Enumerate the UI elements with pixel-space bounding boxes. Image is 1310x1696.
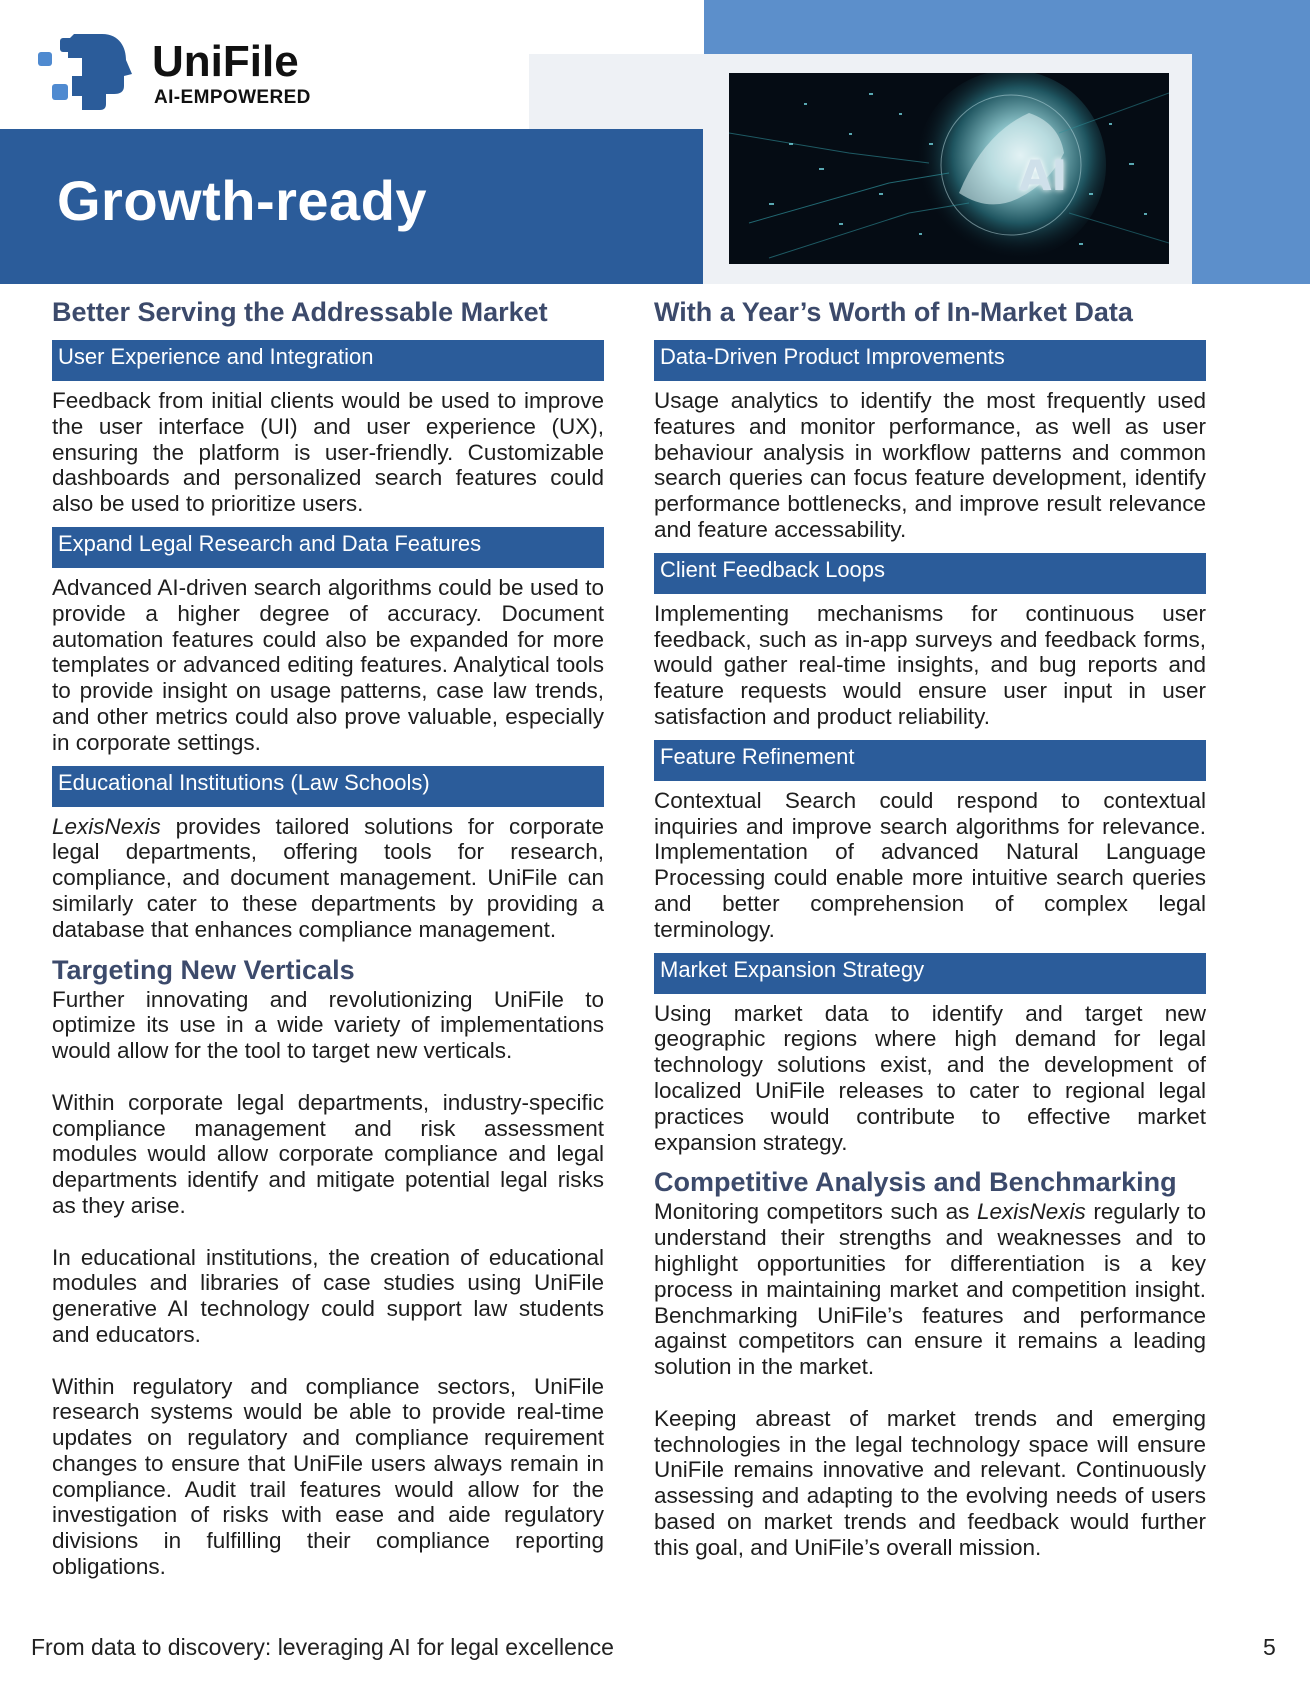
right-column — [654, 292, 1206, 1560]
lexisnexis-name: LexisNexis — [52, 813, 161, 839]
competitive-paragraph: Keeping abreast of market trends and emerging technologies in the legal technology space will ensure UniFile remains innovative and relevant. Continuously assessing and adapting to the evolving needs of users based on market trends and feedback would further this goal, and UniFile’s overall mission. — [654, 1405, 1206, 1560]
competitive-heading: Competitive Analysis and Benchmarking — [654, 1167, 1177, 1198]
footer-text: From data to discovery: leveraging AI for legal excellence — [31, 1634, 614, 1660]
section-text: Usage analytics to identify the most frequently used features and monitor performance, as well as user behaviour analysis in workflow patterns and common search queries can focus feature development, identify performance bottlenecks, and improve result relevance and feature accessability. — [654, 388, 1206, 542]
verticals-paragraph: Within regulatory and compliance sectors, UniFile research systems would be able to provide real-time updates on regulatory and compliance requirement changes to ensure that UniFile users always remain in compliance. Audit trail features would allow for the investigation of risks with ease and aide regulatory divisions in fulfilling their compliance reporting obligations. — [52, 1373, 604, 1580]
page-title: Growth-ready — [57, 169, 428, 232]
section-bar: Client Feedback Loops — [654, 553, 1206, 594]
section-educational — [52, 766, 604, 943]
verticals-paragraph: Further innovating and revolutionizing UniFile to optimize its use in a wide variety of implementations would allow for the tool to target new verticals. — [52, 986, 604, 1064]
brand-head-icon — [38, 34, 134, 112]
verticals-paragraph: In educational institutions, the creation of educational modules and libraries of case studies using UniFile generative AI technology could support law students and educators. — [52, 1244, 604, 1347]
section-text: Using market data to identify and target new geographic regions where high demand for legal technology solutions exist, and the development of localized UniFile releases to cater to regional legal practices would contribute to effective market expansion strategy. — [654, 1000, 1206, 1155]
brand-tagline: AI-EMPOWERED — [154, 87, 311, 108]
section-text: Feedback from initial clients would be used to improve the user interface (UI) and user experience (UX), ensuring the platform is user-friendly. Customizable dashboards and personalized search features could also be used to prioritize users. — [52, 388, 604, 517]
section-bar: Expand Legal Research and Data Features — [52, 527, 604, 568]
section-bar: User Experience and Integration — [52, 340, 604, 381]
left-heading: Better Serving the Addressable Market — [52, 297, 548, 327]
verticals-heading: Targeting New Verticals — [52, 954, 355, 985]
section-legal-research — [52, 527, 604, 756]
verticals-paragraph: Within corporate legal departments, industry-specific compliance management and risk assessment modules would allow corporate compliance and legal departments identify and mitigate potential legal risks as they arise. — [52, 1089, 604, 1218]
section-text: Advanced AI-driven search algorithms could be used to provide a higher degree of accuracy. Document automation features could also be expanded for more templates or advanced editing features. Analytical tools to provide insight on usage patterns, case law trends, and other metrics could also prove valuable, especially in corporate settings. — [52, 574, 604, 755]
section-text: Contextual Search could respond to contextual inquiries and improve search algorithms for relevance. Implementation of advanced Natural Language Processing could enable more intuitive search queries and better comprehension of complex legal terminology. — [654, 787, 1206, 942]
section-text — [52, 814, 604, 943]
section-ux — [52, 340, 604, 517]
section-feature-refinement — [654, 740, 1206, 943]
section-bar: Educational Institutions (Law Schools) — [52, 766, 604, 807]
section-text: Implementing mechanisms for continuous user feedback, such as in-app surveys and feedback forms, would gather real-time insights, and bug reports and feature requests would ensure user input in user satisfaction and product reliability. — [654, 600, 1206, 729]
section-bar: Market Expansion Strategy — [654, 953, 1206, 994]
hero-image — [729, 73, 1169, 264]
section-bar: Feature Refinement — [654, 740, 1206, 781]
section-text-body: provides tailored solutions for corporate legal departments, offering tools for research, compliance, and document management. UniFile can similarly cater to these departments by providing a database that enhances compliance management. — [52, 813, 604, 942]
competitive-paragraph — [654, 1199, 1206, 1380]
competitive-text-rest: regularly to understand their strengths and weaknesses and to highlight opportunities for differentiation is a key process in maintaining market and competition insight. Benchmarking UniFile’s features and performance against competitors can ensure it remains a leading solution in the market. — [654, 1199, 1207, 1380]
page-number: 5 — [1263, 1634, 1276, 1660]
globe-network-graphic — [729, 73, 1169, 264]
section-feedback-loops — [654, 553, 1206, 730]
brand-name: UniFile — [152, 37, 299, 86]
section-data-driven — [654, 340, 1206, 543]
left-column — [52, 292, 604, 1580]
brand-logo — [38, 34, 338, 114]
hero-ai-label: AI — [1019, 151, 1068, 200]
section-bar: Data-Driven Product Improvements — [654, 340, 1206, 381]
right-heading: With a Year’s Worth of In-Market Data — [654, 297, 1133, 327]
competitive-text-start: Monitoring competitors such as — [654, 1199, 977, 1225]
section-market-expansion — [654, 953, 1206, 1156]
lexisnexis-name: LexisNexis — [976, 1199, 1086, 1225]
